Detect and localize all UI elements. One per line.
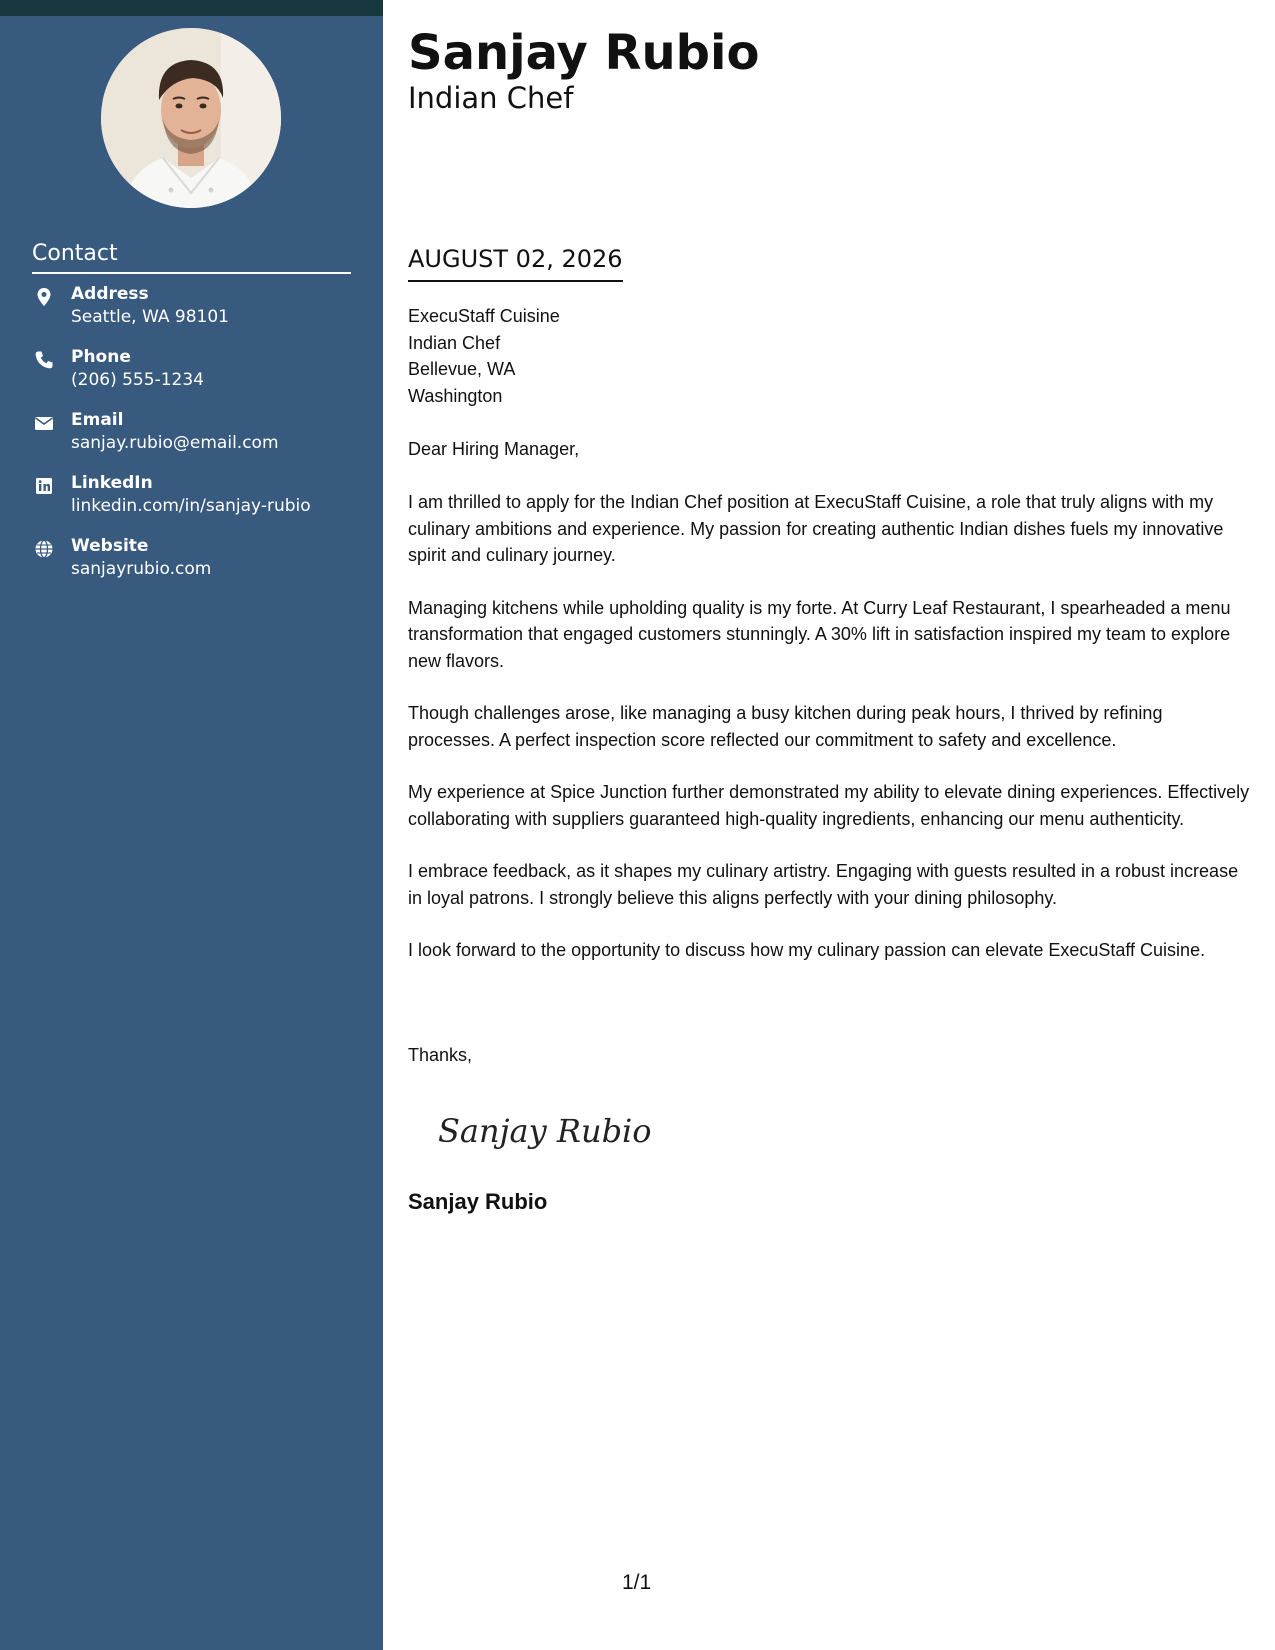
recipient-line: Washington xyxy=(408,385,503,406)
contact-item-email xyxy=(32,409,362,472)
contact-label: Website xyxy=(71,536,149,556)
body-paragraph: Though challenges arose, like managing a busy kitchen during peak hours, I thrived by refining processes. A perfect inspection score reflected our commitment to safety and excellence. xyxy=(408,703,1163,750)
website-value[interactable]: sanjayrubio.com xyxy=(71,559,212,579)
recipient-line: Bellevue, WA xyxy=(408,359,516,379)
phone-icon xyxy=(34,350,54,370)
salutation: Dear Hiring Manager, xyxy=(408,439,580,459)
contact-item-linkedin xyxy=(32,472,362,535)
contact-label: LinkedIn xyxy=(71,473,153,493)
phone-value: (206) 555-1234 xyxy=(71,370,204,390)
letter-date: AUGUST 02, 2026 xyxy=(408,244,623,282)
linkedin-icon xyxy=(34,476,54,496)
linkedin-value[interactable]: linkedin.com/in/sanjay-rubio xyxy=(71,496,311,516)
avatar xyxy=(101,28,281,208)
envelope-icon xyxy=(34,413,54,433)
applicant-title: Indian Chef xyxy=(408,81,574,115)
sidebar xyxy=(0,0,383,1650)
email-value[interactable]: sanjay.rubio@email.com xyxy=(71,433,279,453)
sidebar-top-bar xyxy=(0,0,383,16)
handwritten-signature xyxy=(434,1100,664,1160)
signed-name: Sanjay Rubio xyxy=(408,1189,548,1214)
contact-label: Email xyxy=(71,410,124,430)
map-pin-icon xyxy=(34,287,54,307)
body-paragraph: I look forward to the opportunity to discuss how my culinary passion can elevate ExecuStaff Cuisine. xyxy=(408,940,1206,960)
recipient-line: ExecuStaff Cuisine xyxy=(408,306,560,326)
contact-heading: Contact xyxy=(32,240,351,274)
contact-item-website xyxy=(32,535,362,598)
contact-label: Address xyxy=(71,284,149,304)
body-paragraph: I am thrilled to apply for the Indian Chef position at ExecuStaff Cuisine, a role that truly aligns with my culinary ambitions and experience. My passion for creating authentic Indian dishes fuels my innovative spirit and culinary journey. xyxy=(408,492,1224,565)
contact-item-address xyxy=(32,283,362,346)
closing: Thanks, xyxy=(408,1045,473,1065)
globe-icon xyxy=(34,539,54,559)
address-value: Seattle, WA 98101 xyxy=(71,307,229,327)
page-number: 1/1 xyxy=(622,1571,652,1594)
recipient-line: Indian Chef xyxy=(408,332,501,353)
body-paragraph: My experience at Spice Junction further demonstrated my ability to elevate dining experiences. Effectively collaborating with suppliers guaranteed high-quality ingredients, enhancing our menu authenticity. xyxy=(408,782,1250,829)
body-paragraph: I embrace feedback, as it shapes my culinary artistry. Engaging with guests resulted in a robust increase in loyal patrons. I strongly believe this aligns perfectly with your dining philosophy. xyxy=(408,861,1239,908)
body-paragraph: Managing kitchens while upholding quality is my forte. At Curry Leaf Restaurant, I spearheaded a menu transformation that engaged customers stunningly. A 30% lift in satisfaction inspired my team to explore new flavors. xyxy=(408,597,1231,671)
contact-item-phone xyxy=(32,346,362,409)
signature-text: Sanjay Rubio xyxy=(438,1112,652,1150)
contact-list xyxy=(32,283,362,598)
chef-portrait-image xyxy=(101,28,281,208)
applicant-name: Sanjay Rubio xyxy=(408,25,760,81)
letter-body xyxy=(408,489,1253,990)
contact-label: Phone xyxy=(71,347,131,367)
recipient-block xyxy=(408,303,560,409)
